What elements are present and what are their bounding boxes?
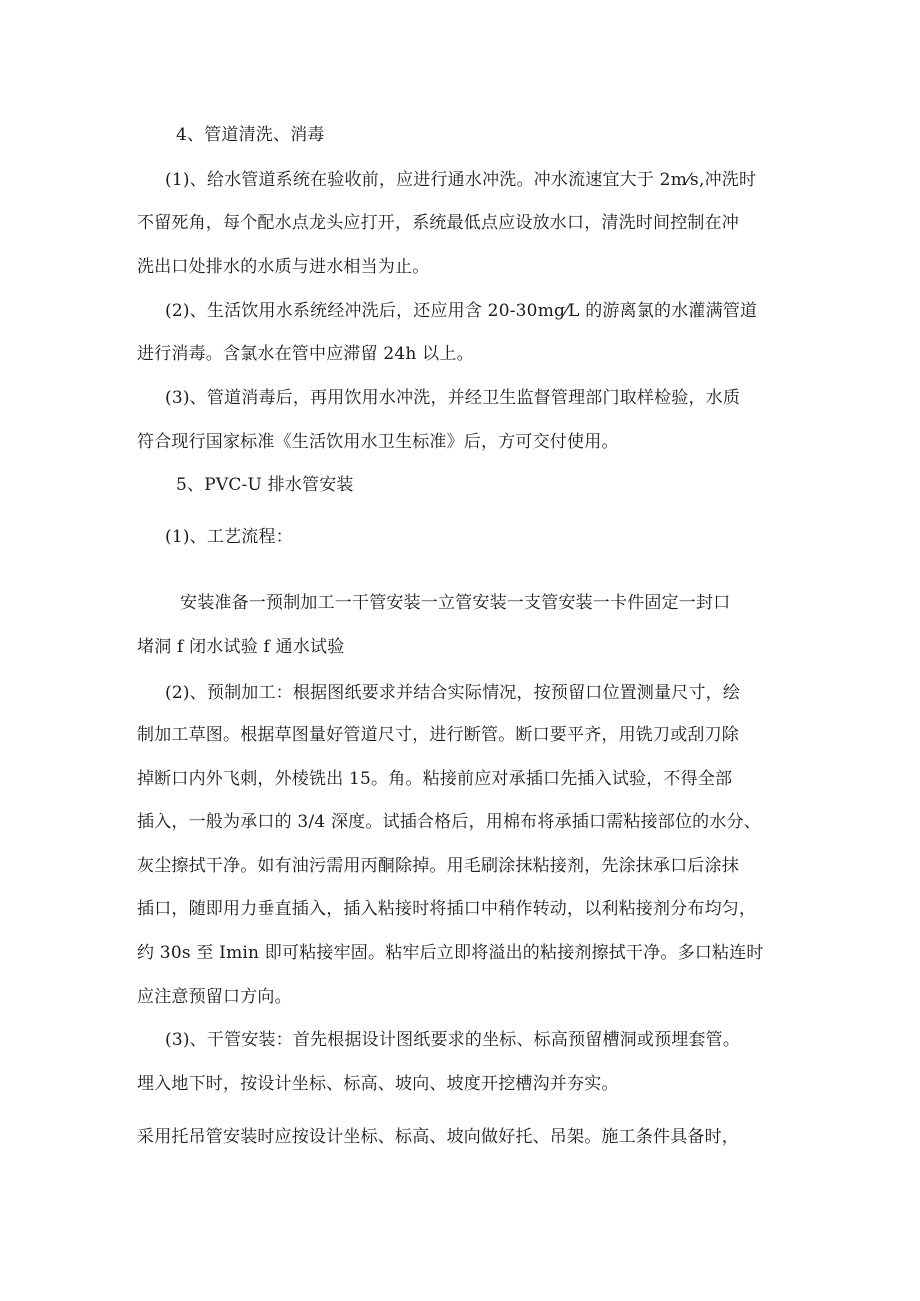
paragraph-line: 洗出口处排水的水质与进水相当为止。 [137, 257, 430, 277]
paragraph-line: (2)、预制加工：根据图纸要求并结合实际情况，按预留口位置测量尺寸，绘 [165, 683, 741, 703]
paragraph-line: 进行消毒。含氯水在管中应滞留 24h 以上。 [137, 344, 474, 364]
paragraph-line: 插入，一般为承口的 3/4 深度。试插合格后，用棉布将承插口需粘接部位的水分、 [137, 812, 761, 832]
paragraph-line: 采用托吊管安装时应按设计坐标、标高、坡向做好托、吊架。施工条件具备时， [137, 1127, 739, 1147]
paragraph-line: 安装准备一预制加工一干管安装一立管安装一支管安装一卡件固定一封口 [180, 593, 731, 613]
paragraph-line: 约 30s 至 Imin 即可粘接牢固。粘牢后立即将溢出的粘接剂擦拭干净。多口粘连时 [137, 943, 764, 963]
section-heading-5: 5、PVC-U 排水管安装 [176, 475, 354, 495]
paragraph-line: (1)、给水管道系统在验收前，应进行通水冲洗。冲水流速宜大于 2m⁄s,冲洗时 [165, 170, 757, 190]
paragraph-line: 灰尘擦拭干净。如有油污需用丙酮除掉。用毛刷涂抹粘接剂，先涂抹承口后涂抹 [137, 856, 739, 876]
paragraph-line: 埋入地下时，按设计坐标、标高、坡向、坡度开挖槽沟并夯实。 [137, 1074, 619, 1094]
paragraph-line: 堵洞 f 闭水试验 f 通水试验 [137, 637, 345, 657]
section-heading-4: 4、管道清洗、消毒 [176, 125, 325, 145]
paragraph-line: 应注意预留口方向。 [137, 987, 292, 1007]
subheading-process-flow: (1)、工艺流程： [165, 527, 293, 547]
paragraph-line: 掉断口内外飞刺，外棱铣出 15。角。粘接前应对承插口先插入试验，不得全部 [137, 769, 733, 789]
paragraph-line: (3)、管道消毒后，再用饮用水冲洗，并经卫生监督管理部门取样检验，水质 [165, 388, 741, 408]
paragraph-line: (2)、生活饮用水系统经冲洗后，还应用含 20-30mg⁄L 的游离氯的水灌满管道 [165, 301, 758, 321]
paragraph-line: 符合现行国家标准《生活饮用水卫生标准》后，方可交付使用。 [137, 432, 619, 452]
paragraph-line: 制加工草图。根据草图量好管道尺寸，进行断管。断口要平齐，用铣刀或刮刀除 [137, 725, 739, 745]
paragraph-line: (3)、干管安装：首先根据设计图纸要求的坐标、标高预留槽洞或预埋套管。 [165, 1030, 741, 1050]
paragraph-line: 插口，随即用力垂直插入，插入粘接时将插口中稍作转动，以利粘接剂分布均匀， [137, 899, 757, 919]
paragraph-line: 不留死角，每个配水点龙头应打开，系统最低点应设放水口，清洗时间控制在冲 [137, 213, 739, 233]
